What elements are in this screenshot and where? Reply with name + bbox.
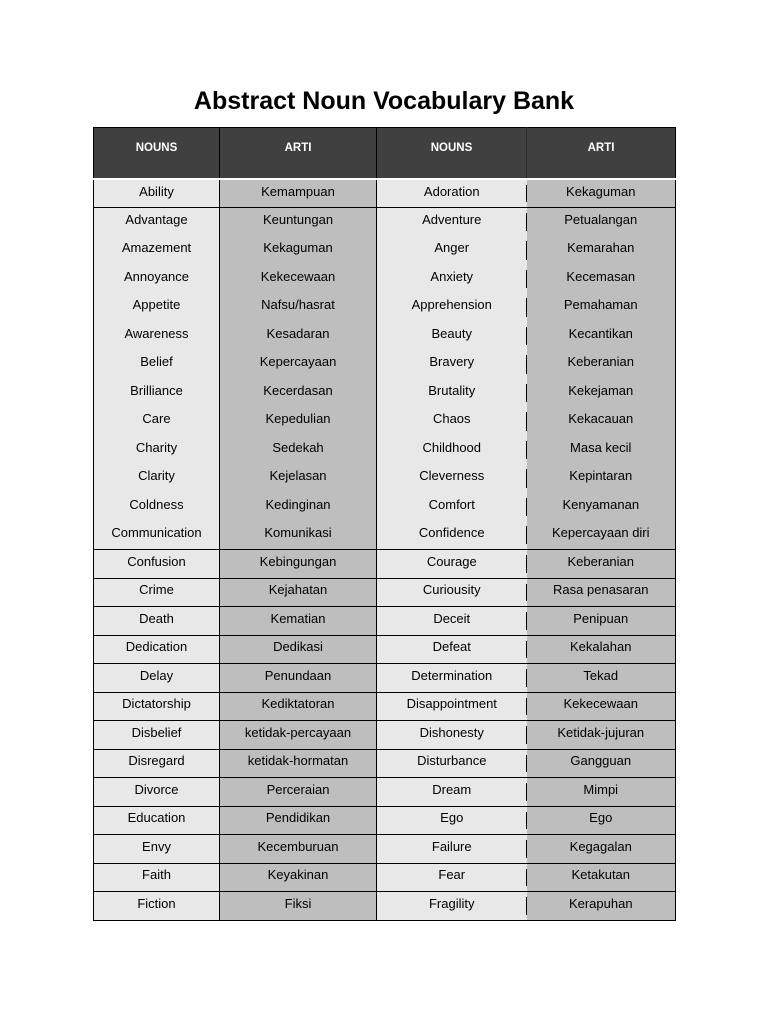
cell-text: Crime: [139, 582, 174, 598]
column-divider: [526, 812, 527, 830]
noun-cell: [94, 265, 220, 294]
cell-text: Ego: [440, 810, 464, 826]
column-divider: [526, 213, 527, 231]
column-divider: [526, 755, 527, 773]
arti-cell: [220, 407, 377, 436]
table-row: [94, 806, 676, 835]
noun-cell: [377, 664, 527, 693]
cell-text: Nafsu/hasrat: [261, 297, 335, 313]
table-row: [94, 635, 676, 664]
noun-cell: [377, 322, 527, 351]
noun-cell: [377, 436, 527, 465]
arti-cell: [527, 350, 676, 379]
cell-text: Fear: [438, 867, 466, 883]
cell-text: Confusion: [127, 553, 186, 569]
arti-cell: [220, 863, 377, 892]
cell-text: Gangguan: [570, 753, 632, 769]
cell-text: Kepedulian: [265, 411, 331, 427]
cell-text: Care: [142, 411, 171, 427]
arti-cell: [527, 179, 676, 208]
column-divider: [526, 526, 527, 544]
cell-text: Penipuan: [573, 610, 629, 626]
header-arti-2: ARTI: [527, 128, 676, 180]
arti-cell: [527, 407, 676, 436]
cell-text: Disturbance: [417, 753, 487, 769]
table-row: [94, 749, 676, 778]
noun-cell: [377, 578, 527, 607]
column-divider: [526, 185, 527, 202]
table-row: [94, 464, 676, 493]
header-arti-1: ARTI: [220, 128, 377, 180]
table-header: [94, 128, 676, 180]
table-row: [94, 892, 676, 921]
cell-text: Delay: [139, 667, 174, 683]
cell-text: Keyakinan: [267, 867, 329, 883]
noun-cell: [94, 350, 220, 379]
cell-text: Fiction: [137, 895, 176, 911]
arti-cell: [220, 692, 377, 721]
noun-cell: [94, 578, 220, 607]
column-divider: [526, 698, 527, 716]
arti-cell: [527, 379, 676, 408]
column-divider: [526, 612, 527, 630]
table-row: [94, 436, 676, 465]
cell-text: Kejelasan: [269, 468, 327, 484]
noun-cell: [377, 236, 527, 265]
column-divider: [526, 840, 527, 858]
cell-text: Mimpi: [583, 781, 619, 797]
cell-text: Ego: [589, 810, 613, 826]
arti-cell: [220, 578, 377, 607]
arti-cell: [220, 379, 377, 408]
cell-text: Faith: [142, 867, 171, 883]
cell-text: Apprehension: [411, 297, 492, 313]
table-row: [94, 607, 676, 636]
arti-cell: [220, 521, 377, 550]
cell-text: Fragility: [428, 895, 475, 911]
arti-cell: [527, 322, 676, 351]
cell-text: Confidence: [418, 525, 485, 540]
cell-text: Divorce: [134, 781, 179, 797]
noun-cell: [377, 892, 527, 921]
vocabulary-table: [93, 127, 676, 921]
cell-text: Dedication: [125, 639, 188, 655]
cell-text: Kekacauan: [568, 411, 634, 427]
cell-text: Failure: [431, 838, 472, 854]
arti-cell: [220, 322, 377, 351]
cell-text: Rasa penasaran: [553, 582, 649, 598]
cell-text: Appetite: [132, 297, 181, 313]
noun-cell: [377, 749, 527, 778]
noun-cell: [377, 607, 527, 636]
header-nouns-1: NOUNS: [94, 128, 220, 180]
cell-text: Masa kecil: [570, 439, 632, 455]
table-row: [94, 692, 676, 721]
column-divider: [526, 726, 527, 744]
arti-cell: [220, 293, 377, 322]
cell-text: Kepercayaan: [259, 354, 337, 370]
table-row: [94, 179, 676, 208]
noun-cell: [94, 721, 220, 750]
cell-text: Annoyance: [123, 268, 190, 284]
noun-cell: [377, 835, 527, 864]
arti-cell: [527, 692, 676, 721]
noun-cell: [94, 863, 220, 892]
cell-text: Chaos: [432, 411, 471, 427]
cell-text: Clarity: [138, 468, 175, 484]
noun-cell: [377, 692, 527, 721]
table-row: [94, 664, 676, 693]
column-divider: [526, 270, 527, 289]
noun-cell: [377, 493, 527, 522]
noun-cell: [94, 607, 220, 636]
noun-cell: [94, 179, 220, 208]
noun-cell: [377, 550, 527, 579]
noun-cell: [377, 179, 527, 208]
arti-cell: [527, 293, 676, 322]
cell-text: Kecemburuan: [257, 838, 339, 854]
column-divider: [526, 441, 527, 460]
arti-cell: [527, 892, 676, 921]
arti-cell: [527, 721, 676, 750]
arti-cell: [220, 778, 377, 807]
noun-cell: [377, 464, 527, 493]
cell-text: Pendidikan: [265, 810, 331, 826]
arti-cell: [220, 350, 377, 379]
arti-cell: [527, 208, 676, 237]
cell-text: Kebingungan: [259, 553, 337, 569]
cell-text: Envy: [142, 838, 171, 854]
cell-text: Kekaguman: [566, 183, 636, 199]
cell-text: Pemahaman: [563, 297, 638, 313]
cell-text: Komunikasi: [264, 525, 332, 540]
noun-cell: [94, 407, 220, 436]
arti-cell: [527, 778, 676, 807]
noun-cell: [94, 664, 220, 693]
cell-text: Cleverness: [419, 468, 485, 484]
cell-text: Ketakutan: [571, 867, 631, 883]
noun-cell: [377, 521, 527, 550]
noun-cell: [94, 835, 220, 864]
cell-text: Keberanian: [567, 553, 634, 569]
cell-text: Advantage: [125, 212, 188, 227]
cell-text: Comfort: [428, 496, 475, 512]
arti-cell: [220, 464, 377, 493]
arti-cell: [527, 265, 676, 294]
table-row: [94, 379, 676, 408]
cell-text: Brutality: [428, 382, 476, 398]
arti-cell: [527, 635, 676, 664]
cell-text: Penundaan: [264, 667, 332, 683]
noun-cell: [94, 464, 220, 493]
noun-cell: [94, 749, 220, 778]
column-divider: [526, 555, 527, 573]
cell-text: Brilliance: [130, 382, 183, 398]
cell-text: Kematian: [270, 610, 326, 626]
column-divider: [526, 241, 527, 260]
cell-text: Charity: [135, 439, 178, 455]
cell-text: Sedekah: [272, 439, 324, 455]
table-row: [94, 293, 676, 322]
cell-text: Anxiety: [430, 268, 474, 284]
arti-cell: [220, 179, 377, 208]
arti-cell: [220, 892, 377, 921]
cell-text: Petualangan: [564, 212, 638, 227]
cell-text: Anger: [434, 240, 470, 256]
arti-cell: [220, 493, 377, 522]
cell-text: Death: [139, 610, 174, 626]
cell-text: Kecerdasan: [263, 382, 333, 398]
noun-cell: [94, 692, 220, 721]
arti-cell: [527, 607, 676, 636]
cell-text: Coldness: [129, 496, 184, 512]
column-divider: [526, 298, 527, 317]
arti-cell: [527, 806, 676, 835]
cell-text: Awareness: [124, 325, 189, 341]
arti-cell: [220, 635, 377, 664]
table-row: [94, 493, 676, 522]
arti-cell: [220, 806, 377, 835]
arti-cell: [220, 721, 377, 750]
arti-cell: [527, 550, 676, 579]
cell-text: Ability: [139, 183, 174, 199]
cell-text: Belief: [140, 354, 173, 370]
noun-cell: [94, 892, 220, 921]
cell-text: Courage: [426, 553, 477, 569]
noun-cell: [94, 236, 220, 265]
noun-cell: [377, 265, 527, 294]
noun-cell: [94, 806, 220, 835]
arti-cell: [220, 436, 377, 465]
cell-text: Defeat: [432, 639, 471, 655]
arti-cell: [527, 236, 676, 265]
arti-cell: [527, 835, 676, 864]
column-divider: [526, 897, 527, 915]
cell-text: Disregard: [128, 753, 185, 769]
cell-text: Dishonesty: [419, 724, 484, 740]
noun-cell: [377, 721, 527, 750]
arti-cell: [220, 607, 377, 636]
cell-text: Kesadaran: [266, 325, 330, 341]
table-row: [94, 550, 676, 579]
column-divider: [526, 469, 527, 488]
cell-text: Dedikasi: [273, 639, 323, 655]
cell-text: Kekecewaan: [563, 696, 638, 712]
column-divider: [526, 669, 527, 687]
noun-cell: [94, 550, 220, 579]
cell-text: ketidak-hormatan: [247, 753, 349, 769]
table-row: [94, 350, 676, 379]
cell-text: Dream: [432, 781, 472, 797]
table-row: [94, 521, 676, 550]
cell-text: Communication: [111, 525, 202, 540]
cell-text: Deceit: [433, 610, 471, 626]
column-divider: [526, 584, 527, 602]
cell-text: Kepercayaan diri: [551, 525, 650, 540]
cell-text: Fiksi: [284, 895, 312, 911]
cell-text: Keuntungan: [262, 212, 334, 227]
column-divider: [526, 641, 527, 659]
noun-cell: [94, 379, 220, 408]
cell-text: Tekad: [583, 667, 619, 683]
cell-text: Disappointment: [406, 696, 497, 712]
table-row: [94, 778, 676, 807]
noun-cell: [94, 436, 220, 465]
cell-text: Kemarahan: [567, 240, 635, 256]
column-divider: [526, 355, 527, 374]
cell-text: Kemampuan: [261, 183, 335, 199]
page-title: Abstract Noun Vocabulary Bank: [193, 87, 575, 115]
arti-cell: [527, 749, 676, 778]
noun-cell: [94, 635, 220, 664]
noun-cell: [94, 293, 220, 322]
cell-text: ketidak-percayaan: [244, 724, 352, 740]
cell-text: Kekecewaan: [260, 268, 336, 284]
arti-cell: [220, 550, 377, 579]
cell-text: Kecemasan: [566, 268, 636, 284]
cell-text: Kekalahan: [570, 639, 632, 655]
table-row: [94, 322, 676, 351]
noun-cell: [94, 322, 220, 351]
arti-cell: [527, 436, 676, 465]
cell-text: Adoration: [423, 183, 480, 199]
cell-text: Kediktatoran: [261, 696, 335, 712]
cell-text: Amazement: [121, 240, 192, 256]
arti-cell: [220, 835, 377, 864]
arti-cell: [220, 664, 377, 693]
cell-text: Perceraian: [266, 781, 330, 797]
noun-cell: [377, 407, 527, 436]
table-row: [94, 835, 676, 864]
cell-text: Kekejaman: [568, 382, 634, 398]
cell-text: Bravery: [429, 354, 475, 370]
table-row: [94, 265, 676, 294]
cell-text: Kegagalan: [569, 838, 632, 854]
noun-cell: [377, 350, 527, 379]
arti-cell: [527, 521, 676, 550]
cell-text: Education: [127, 810, 186, 826]
cell-text: Determination: [411, 667, 493, 683]
noun-cell: [94, 493, 220, 522]
header-row: [94, 128, 676, 180]
column-divider: [526, 783, 527, 801]
arti-cell: [220, 749, 377, 778]
noun-cell: [377, 806, 527, 835]
header-nouns-2: NOUNS: [377, 128, 527, 180]
cell-text: Keberanian: [567, 354, 634, 370]
arti-cell: [527, 863, 676, 892]
cell-text: Kepintaran: [569, 468, 633, 484]
table-row: [94, 863, 676, 892]
cell-text: Childhood: [422, 439, 482, 455]
noun-cell: [377, 635, 527, 664]
table-body: [94, 179, 676, 920]
arti-cell: [220, 265, 377, 294]
noun-cell: [377, 208, 527, 237]
arti-cell: [527, 464, 676, 493]
cell-text: Kejahatan: [268, 582, 328, 598]
arti-cell: [527, 493, 676, 522]
noun-cell: [377, 293, 527, 322]
table-row: [94, 236, 676, 265]
cell-text: Adventure: [422, 212, 482, 227]
column-divider: [526, 869, 527, 887]
noun-cell: [94, 778, 220, 807]
cell-text: Kerapuhan: [568, 895, 633, 911]
cell-text: Kedinginan: [265, 496, 331, 512]
noun-cell: [94, 521, 220, 550]
noun-cell: [377, 863, 527, 892]
cell-text: Curiousity: [422, 582, 481, 598]
cell-text: Dictatorship: [122, 696, 191, 712]
cell-text: Ketidak-jujuran: [557, 724, 645, 740]
table-row: [94, 578, 676, 607]
table-row: [94, 208, 676, 237]
cell-text: Kecantikan: [568, 325, 633, 341]
arti-cell: [527, 578, 676, 607]
cell-text: Kenyamanan: [562, 496, 640, 512]
table-row: [94, 407, 676, 436]
cell-text: Beauty: [431, 325, 472, 341]
cell-text: Disbelief: [131, 724, 182, 740]
column-divider: [526, 384, 527, 403]
arti-cell: [220, 236, 377, 265]
cell-text: Kekaguman: [263, 240, 333, 256]
noun-cell: [377, 379, 527, 408]
column-divider: [526, 412, 527, 431]
table-row: [94, 721, 676, 750]
noun-cell: [377, 778, 527, 807]
arti-cell: [527, 664, 676, 693]
column-divider: [526, 327, 527, 346]
arti-cell: [220, 208, 377, 237]
column-divider: [526, 498, 527, 517]
noun-cell: [94, 208, 220, 237]
